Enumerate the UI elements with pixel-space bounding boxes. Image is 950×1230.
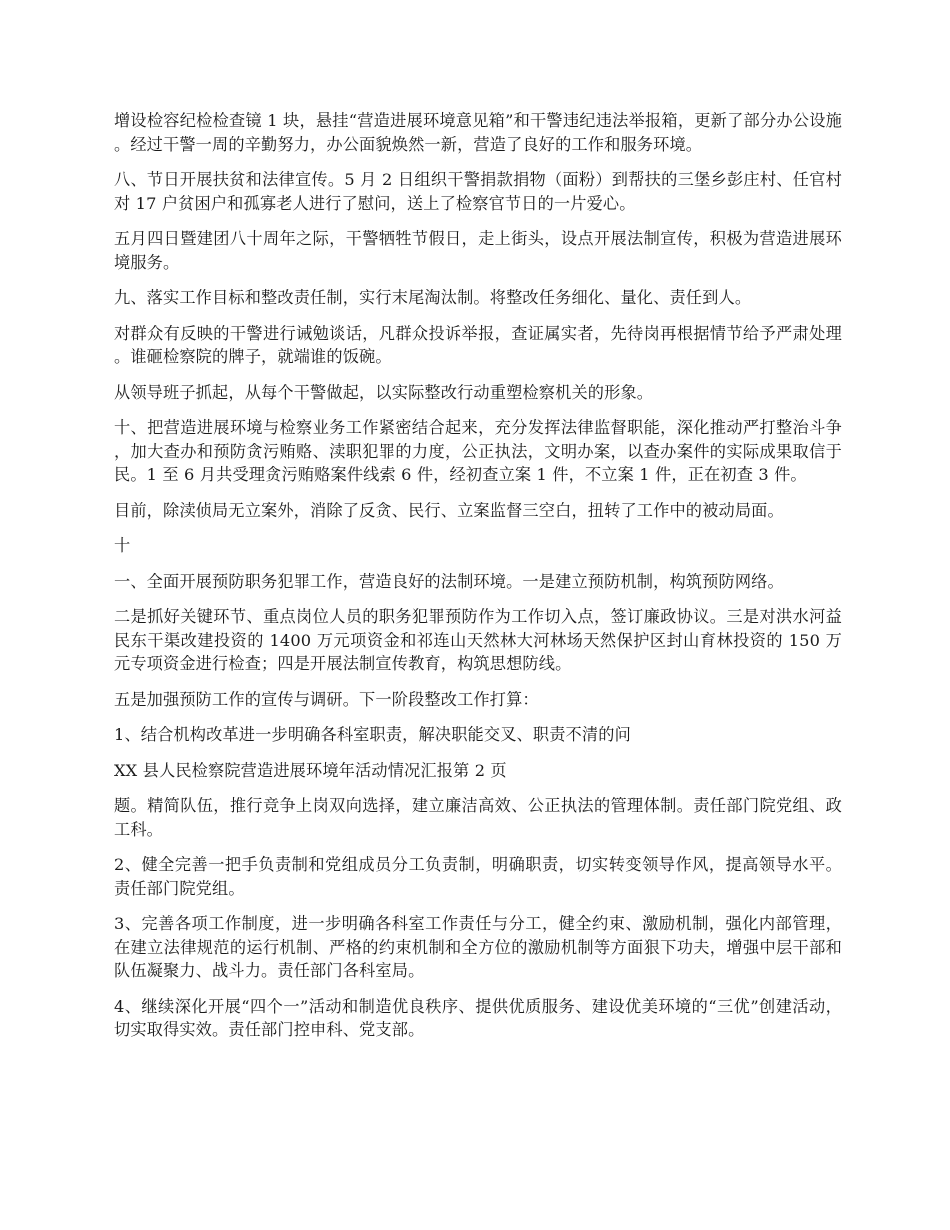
page-heading: XX 县人民检察院营造进展环境年活动情况汇报第 2 页 xyxy=(114,760,507,780)
document-body xyxy=(114,109,842,1054)
paragraph: 一、全面开展预防职务犯罪工作，营造良好的法制环境。一是建立预防机制，构筑预防网络。 xyxy=(114,571,784,591)
paragraph: 十、把营造进展环境与检察业务工作紧密结合起来，充分发挥法律监督职能，深化推动严打整治斗争，加大查办和预防贪污贿赂、渎职犯罪的力度，公正执法，文明办案，以查办案件的实际成果取信于民。1 至 6 月共受理贪污贿赂案件线索 6 件，经初查立案 1 件，不立案 1 件，正在初查 3 件。 xyxy=(114,418,842,484)
paragraph: 1、结合机构改革进一步明确各科室职责，解决职能交叉、职责不清的问 xyxy=(114,725,631,744)
paragraph: 五月四日暨建团八十周年之际，干警牺牲节假日，走上街头，设点开展法制宣传，积极为营造进展环境服务。 xyxy=(114,229,842,272)
paragraph: 题。精简队伍，推行竞争上岗双向选择，建立廉洁高效、公正执法的管理体制。责任部门院党组、政工科。 xyxy=(114,796,842,839)
paragraph: 目前，除渎侦局无立案外，消除了反贪、民行、立案监督三空白，扭转了工作中的被动局面。 xyxy=(114,500,784,520)
paragraph: 八、节日开展扶贫和法律宣传。5 月 2 日组织干警捐款捐物（面粉）到帮扶的三堡乡彭庄村、任官村对 17 户贫困户和孤寡老人进行了慰问，送上了检察官节日的一片爱心。 xyxy=(114,170,842,213)
paragraph: 2、健全完善一把手负责制和党组成员分工负责制，明确职责，切实转变领导作风，提高领导水平。责任部门院党组。 xyxy=(114,855,842,898)
paragraph: 3、完善各项工作制度，进一步明确各科室工作责任与分工，健全约束、激励机制，强化内部管理，在建立法律规范的运行机制、严格的约束机制和全方位的激励机制等方面狠下功夫，增强中层干部和队伍凝聚力、战斗力。责任部门各科室局。 xyxy=(114,914,842,980)
paragraph: 九、落实工作目标和整改责任制，实行末尾淘汰制。将整改任务细化、量化、责任到人。 xyxy=(114,288,752,307)
section-marker: 十 xyxy=(114,536,131,555)
paragraph: 五是加强预防工作的宣传与调研。下一阶段整改工作打算： xyxy=(114,689,539,709)
paragraph: 二是抓好关键环节、重点岗位人员的职务犯罪预防作为工作切入点，签订廉政协议。三是对洪水河益民东干渠改建投资的 1400 万元项资金和祁连山天然林大河林场天然保护区封山育林投资的 150 万元专项资金进行检查；四是开展法制宣传教育，构筑思想防线。 xyxy=(114,607,842,673)
paragraph: 增设检容纪检检查镜 1 块，悬挂“营造进展环境意见箱”和干警违纪违法举报箱，更新了部分办公设施。经过干警一周的辛勤努力，办公面貌焕然一新，营造了良好的工作和服务环境。 xyxy=(114,111,842,154)
paragraph: 从领导班子抓起，从每个干警做起，以实际整改行动重塑检察机关的形象。 xyxy=(114,382,654,402)
paragraph: 4、继续深化开展“四个一”活动和制造优良秩序、提供优质服务、建设优美环境的“三优”创建活动，切实取得实效。责任部门控申科、党支部。 xyxy=(114,996,842,1039)
paragraph: 对群众有反映的干警进行诫勉谈话，凡群众投诉举报，查证属实者，先待岗再根据情节给予严肃处理。谁砸检察院的牌子，就端谁的饭碗。 xyxy=(114,323,842,366)
